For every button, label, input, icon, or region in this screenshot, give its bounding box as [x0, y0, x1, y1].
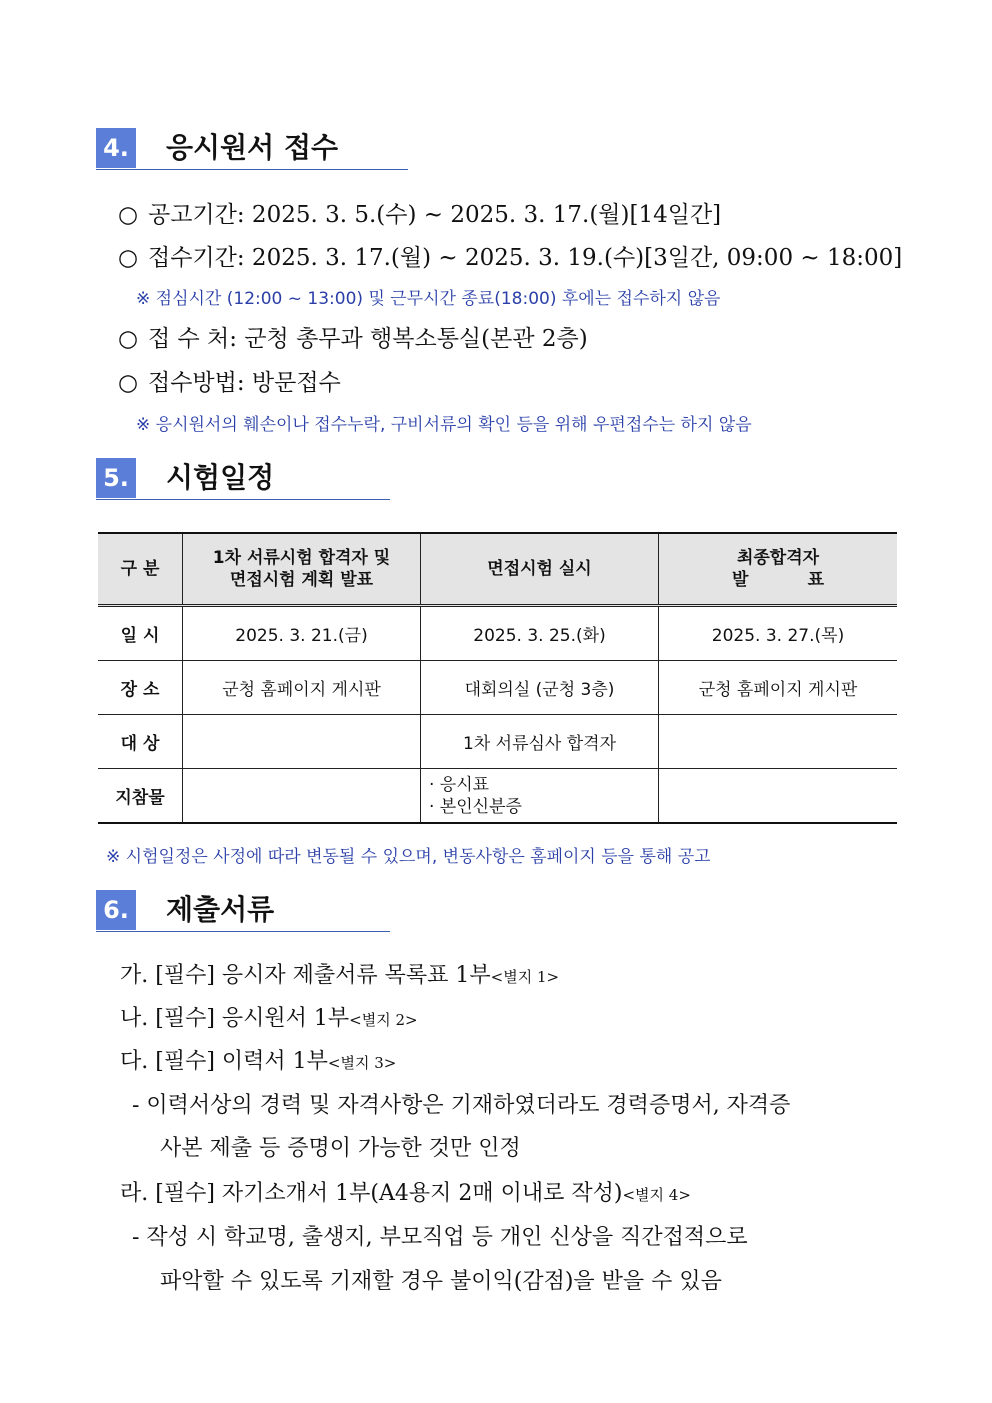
header-final: [659, 533, 898, 606]
row-label: 대 상: [98, 715, 183, 769]
header-line: 면접시험 계획 발표: [229, 570, 374, 590]
item-id: · 본인신분증: [429, 796, 522, 817]
reception-place: [118, 320, 588, 353]
header-interview: 면접시험 실시: [421, 533, 659, 606]
section-underline: [96, 499, 390, 500]
header-line: 최종합격자: [736, 548, 820, 568]
header-line: 발 표: [731, 570, 825, 590]
section-number: 6.: [96, 890, 136, 930]
doc-item-da: [120, 1044, 396, 1075]
table-cell-items: [421, 769, 659, 824]
doc-text: 라. [필수] 자기소개서 1부(A4용지 2매 이내로 작성): [120, 1181, 623, 1206]
doc-text: 나. [필수] 응시원서 1부: [120, 1006, 350, 1031]
table-cell: 1차 서류심사 합격자: [421, 715, 659, 769]
section-number: 4.: [96, 128, 136, 168]
bullet-circle: ○: [118, 202, 139, 228]
section-title: 시험일정: [166, 461, 275, 494]
bullet-circle: ○: [118, 326, 139, 352]
table-cell: 군청 홈페이지 게시판: [183, 661, 421, 715]
doc-da-note-line2: 사본 제출 등 증명이 가능한 것만 인정: [160, 1136, 521, 1161]
row-label: 장 소: [98, 661, 183, 715]
row-label: 지참물: [98, 769, 183, 824]
reception-period: [118, 239, 902, 272]
bullet-circle: ○: [118, 245, 139, 271]
table-cell: [183, 715, 421, 769]
doc-ref: <별지 3>: [327, 1054, 397, 1072]
row-label: 일 시: [98, 606, 183, 661]
section-title: 제출서류: [166, 893, 275, 926]
item-ticket: · 응시표: [429, 774, 490, 795]
section-number: 5.: [96, 458, 136, 498]
doc-ref: <별지 1>: [490, 968, 560, 986]
table-cell: [659, 769, 898, 824]
section-title: 응시원서 접수: [166, 131, 339, 164]
table-row: [98, 715, 897, 769]
table-cell: 2025. 3. 21.(금): [183, 606, 421, 661]
table-cell: 2025. 3. 27.(목): [659, 606, 898, 661]
section-underline: [96, 169, 408, 170]
reception-method: [118, 364, 341, 397]
method-note: ※ 응시원서의 훼손이나 접수누락, 구비서류의 확인 등을 위해 우편접수는 하지 않음: [136, 415, 752, 435]
header-first-result: [183, 533, 421, 606]
schedule-table: [98, 532, 897, 824]
doc-ra-note-line1: - 작성 시 학교명, 출생지, 부모직업 등 개인 신상을 직간접적으로: [132, 1225, 748, 1250]
table-row: [98, 661, 897, 715]
period-note: ※ 점심시간 (12:00 ~ 13:00) 및 근무시간 종료(18:00) 후에는 접수하지 않음: [136, 289, 721, 309]
place-text: 접 수 처: 군청 총무과 행복소통실(본관 2층): [148, 326, 588, 352]
table-cell: 대회의실 (군청 3층): [421, 661, 659, 715]
doc-text: 가. [필수] 응시자 제출서류 목록표 1부: [120, 963, 491, 988]
announce-text: 공고기간: 2025. 3. 5.(수) ~ 2025. 3. 17.(월)[14일간]: [148, 202, 722, 228]
table-row: [98, 769, 897, 824]
doc-item-na: [120, 1001, 418, 1032]
table-cell: [183, 769, 421, 824]
table-cell: [659, 715, 898, 769]
table-header-row: [98, 533, 897, 606]
doc-text: 다. [필수] 이력서 1부: [120, 1049, 328, 1074]
doc-ref: <별지 4>: [622, 1186, 691, 1204]
doc-da-note-line1: - 이력서상의 경력 및 자격사항은 기재하였더라도 경력증명서, 자격증: [132, 1093, 791, 1118]
section-underline: [96, 931, 390, 932]
table-row: [98, 606, 897, 661]
doc-item-ga: [120, 958, 559, 989]
doc-ra-note-line2: 파악할 수 있도록 기재할 경우 불이익(감점)을 받을 수 있음: [160, 1269, 722, 1294]
period-text: 접수기간: 2025. 3. 17.(월) ~ 2025. 3. 19.(수)[3일간, 09:00 ~ 18:00]: [148, 245, 903, 271]
doc-ref: <별지 2>: [349, 1011, 418, 1029]
schedule-note: ※ 시험일정은 사정에 따라 변동될 수 있으며, 변동사항은 홈페이지 등을 통해 공고: [106, 847, 711, 867]
header-category: 구 분: [98, 533, 183, 606]
header-line: 1차 서류시험 합격자 및: [212, 548, 391, 568]
method-text: 접수방법: 방문접수: [148, 370, 341, 396]
bullet-circle: ○: [118, 370, 139, 396]
doc-item-ra: [120, 1176, 691, 1207]
table-cell: 군청 홈페이지 게시판: [659, 661, 898, 715]
table-cell: 2025. 3. 25.(화): [421, 606, 659, 661]
announce-period: [118, 196, 721, 229]
